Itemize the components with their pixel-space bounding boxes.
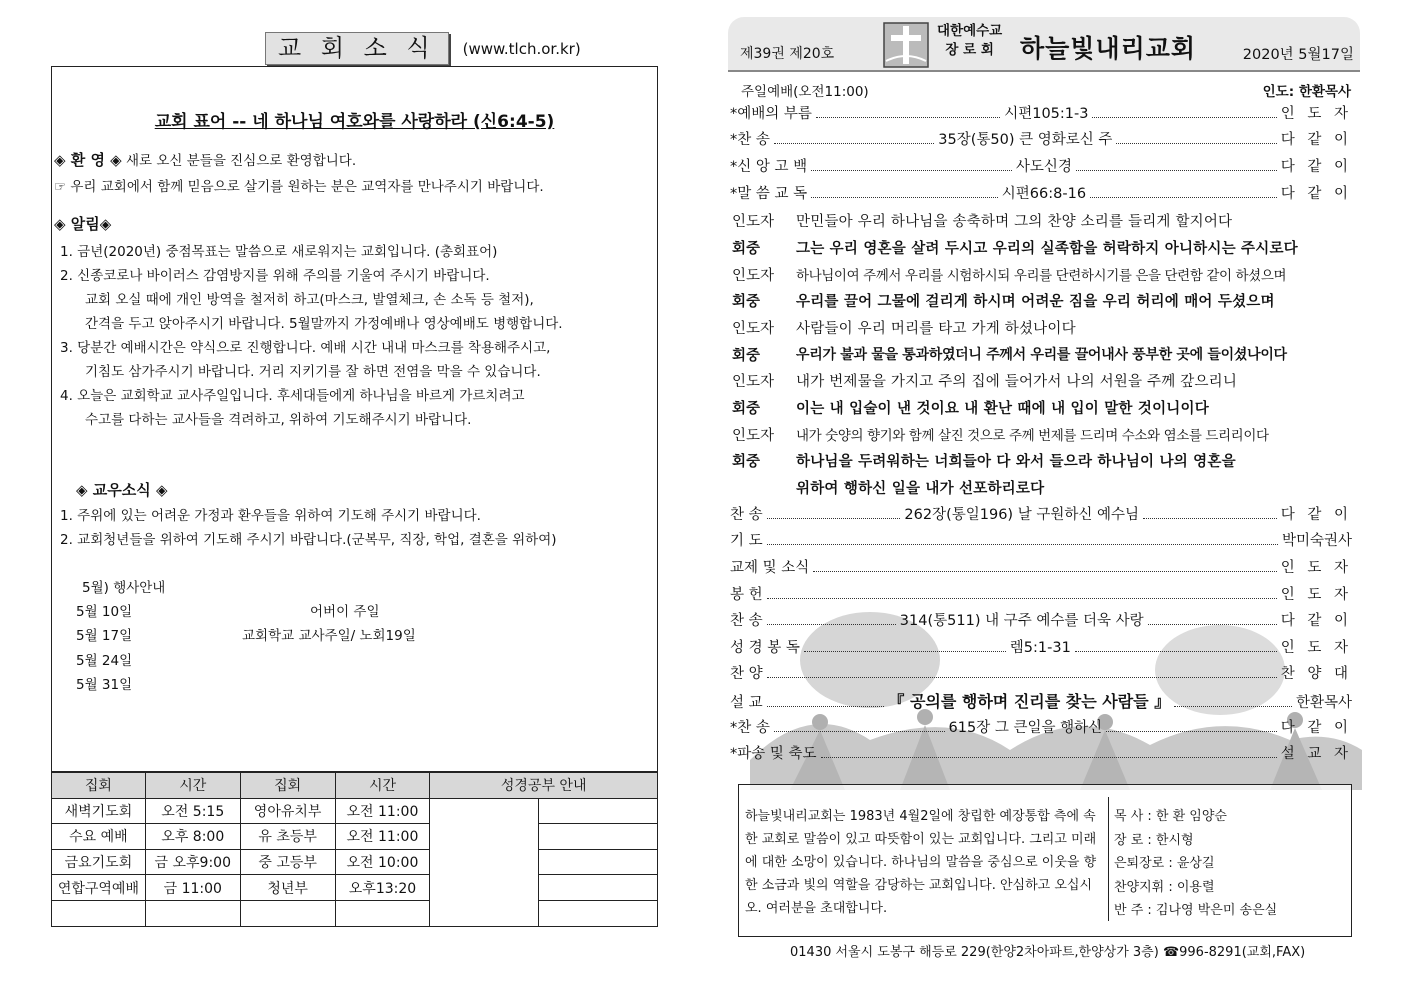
order-content: 시편66:8-16 xyxy=(1001,186,1087,202)
order-item xyxy=(730,609,1352,633)
order-person: 인 도 자 xyxy=(1280,560,1352,576)
table-cell: 금 11:00 xyxy=(145,875,240,901)
notice-4: 4. 오늘은 교회학교 교사주일입니다. 후세대들에게 하나님을 바르게 가르치려고 xyxy=(60,388,525,404)
reader-role: 회중 xyxy=(732,294,761,310)
order-person: 다 같 이 xyxy=(1280,186,1352,202)
col-header: 집회 xyxy=(52,773,146,799)
table-cell: 영아유치부 xyxy=(240,798,335,824)
order-person: 한환목사 xyxy=(1295,695,1352,711)
order-item xyxy=(730,503,1352,527)
event-name: 어버이 주일 xyxy=(310,604,380,620)
order-item xyxy=(730,182,1352,206)
leader-dots xyxy=(813,561,1276,572)
leader-dots xyxy=(811,187,998,198)
notice-4b: 수고를 다하는 교사들을 격려하고, 위하여 기도해주시기 바랍니다. xyxy=(85,412,472,428)
order-person: 인 도 자 xyxy=(1280,640,1353,656)
left-header xyxy=(265,32,581,65)
table-cell: 오전 11:00 xyxy=(335,798,430,824)
bible-study-cell xyxy=(430,798,539,926)
responsive-line-leader xyxy=(732,264,1286,285)
order-person: 다 같 이 xyxy=(1280,132,1353,148)
reading-text: 하나님을 두려워하는 너희들아 다 와서 들으라 하나님이 나의 영혼을 xyxy=(796,454,1236,470)
table-cell: 오전 11:00 xyxy=(335,824,430,850)
responsive-line-congregation xyxy=(732,477,1044,498)
reading-text: 우리가 불과 물을 통과하였더니 주께서 우리를 끌어내사 풍부한 곳에 들이셨나이다 xyxy=(796,347,1287,363)
church-url[interactable]: (www.tlch.or.kr) xyxy=(462,39,581,58)
staff-item: 장 로 : 한시형 xyxy=(1114,832,1194,848)
leader-dots xyxy=(821,747,1277,758)
member-news-1: 1. 주위에 있는 어려운 가정과 환우들을 위하여 기도해 주시기 바랍니다. xyxy=(60,508,481,524)
leader-dots xyxy=(1174,696,1292,707)
bulletin-header xyxy=(728,17,1360,72)
bulletin-date: 2020년 5월17일 xyxy=(1242,47,1354,63)
member-news-2: 2. 교회청년들을 위하여 기도해 주시기 바랍니다.(군복무, 직장, 학업, 결혼을 위하여) xyxy=(60,532,557,548)
order-content: 사도신경 xyxy=(1015,159,1072,175)
leader-dots xyxy=(774,133,934,144)
leader-dots xyxy=(816,107,1000,118)
order-item xyxy=(730,716,1352,740)
leader-dots xyxy=(811,160,1012,171)
church-news-box xyxy=(51,66,658,772)
table-cell: 오후 8:00 xyxy=(145,824,240,850)
reading-text: 그는 우리 영혼을 살려 두시고 우리의 실족함을 허락하지 아니하시는 주시로다 xyxy=(796,241,1298,257)
responsive-line-congregation xyxy=(732,290,1275,311)
staff-item: 찬양지휘 : 이용렬 xyxy=(1114,879,1215,895)
order-content: 렘5:1-31 xyxy=(1009,640,1071,656)
sermon-title: 『 공의를 행하며 진리를 찾는 사람들 』 xyxy=(888,692,1171,711)
leader-dots xyxy=(1116,133,1276,144)
events-heading: 5월) 행사안내 xyxy=(82,580,166,596)
cross-logo-icon xyxy=(882,21,930,69)
col-header: 시간 xyxy=(335,773,430,799)
order-label: 찬 양 xyxy=(730,666,763,682)
responsive-line-congregation xyxy=(732,450,1236,471)
bible-study-cell xyxy=(539,875,658,901)
leader-dots xyxy=(1106,721,1277,732)
order-label: *찬 송 xyxy=(730,132,770,148)
leader-dots xyxy=(767,696,885,707)
welcome-line-2: ☞ 우리 교회에서 함께 믿음으로 살기를 원하는 분은 교역자를 만나주시기 바랍니다. xyxy=(54,179,544,195)
order-person: 다 같 이 xyxy=(1280,159,1353,175)
leader-dots xyxy=(1090,187,1277,198)
church-motto: 교회 표어 -- 네 하나님 여호와를 사랑하라 (신6:4-5) xyxy=(154,112,555,132)
reader-role: 회중 xyxy=(732,241,761,257)
leader-dots xyxy=(1075,641,1277,652)
church-name: 하늘빛내리교회 xyxy=(1020,34,1197,63)
table-cell xyxy=(145,900,240,926)
reading-text: 우리를 끌어 그물에 걸리게 하시며 어려운 짐을 우리 허리에 매어 두셨으며 xyxy=(796,294,1275,310)
order-person: 다 같 이 xyxy=(1280,720,1352,736)
responsive-line-congregation xyxy=(732,397,1209,418)
leader-dots xyxy=(774,721,945,732)
leader-dots xyxy=(767,667,1277,678)
meeting-schedule-table xyxy=(51,772,658,927)
responsive-line-leader xyxy=(732,210,1232,231)
order-content: 시편105:1-3 xyxy=(1004,106,1089,122)
reader-role xyxy=(732,477,796,498)
staff-item: 반 주 : 김나영 박은미 송은실 xyxy=(1114,903,1278,918)
reader-role: 인도자 xyxy=(732,428,775,444)
leader-dots xyxy=(1148,614,1277,625)
table-cell: 청년부 xyxy=(240,875,335,901)
reader-role: 인도자 xyxy=(732,268,775,284)
order-label: *신 앙 고 백 xyxy=(730,159,808,175)
leader-dots xyxy=(767,588,1277,599)
col-header: 성경공부 안내 xyxy=(430,773,658,799)
reading-text: 만민들아 우리 하나님을 송축하며 그의 찬양 소리를 들리게 할지어다 xyxy=(796,214,1233,230)
table-cell xyxy=(240,900,335,926)
table-cell: 중 고등부 xyxy=(240,849,335,875)
responsive-line-leader xyxy=(732,370,1237,391)
bible-study-cell xyxy=(539,824,658,850)
table-cell: 새벽기도회 xyxy=(52,798,146,824)
order-person: 찬 양 대 xyxy=(1280,666,1352,682)
notice-3: 3. 당분간 예배시간은 약식으로 진행합니다. 예배 시간 내내 마스크를 착용해주시고, xyxy=(60,340,551,356)
notice-2: 2. 신종코로나 바이러스 감염방지를 위해 주의를 기울여 주시기 바랍니다. xyxy=(60,268,490,284)
order-person: 인 도 자 xyxy=(1280,106,1353,122)
order-label: 교제 및 소식 xyxy=(730,560,810,576)
table-cell: 연합구역예배 xyxy=(52,875,146,901)
reader-role: 인도자 xyxy=(732,374,775,390)
order-label: *찬 송 xyxy=(730,720,770,736)
leader-dots xyxy=(767,508,901,519)
order-item xyxy=(730,128,1352,152)
church-news-title: 교 회 소 식 xyxy=(265,32,449,65)
table-cell: 오후13:20 xyxy=(335,875,430,901)
responsive-line-leader xyxy=(732,317,1076,338)
church-info-box xyxy=(738,784,1352,937)
table-row xyxy=(52,849,658,875)
responsive-line-congregation xyxy=(732,344,1287,365)
order-item xyxy=(730,155,1352,179)
worship-leader: 인도: 한환목사 xyxy=(1262,84,1351,100)
table-row xyxy=(52,824,658,850)
church-about-text: 하늘빛내리교회는 1983년 4월2일에 창립한 예장통합 측에 속한 교회로 말씀이 있고 따뜻함이 있는 교회입니다. 그리고 미래에 대한 소망이 있습니다. 하나님의 말씀을 중심으로 이웃을 향한 소금과 빛의 역할을 감당하는 교회입니다. 안심하고 오십시오. 여러분을 초대합니다. xyxy=(745,809,1097,916)
order-label: *파송 및 축도 xyxy=(730,746,817,762)
order-content: 35장(통50) 큰 영화로신 주 xyxy=(938,132,1113,148)
order-item xyxy=(730,636,1352,660)
order-item xyxy=(730,662,1352,686)
staff-list xyxy=(1114,805,1277,923)
table-row xyxy=(52,900,658,926)
order-label: *말 씀 교 독 xyxy=(730,186,808,202)
event-date: 5월 31일 xyxy=(76,677,133,693)
order-person: 다 같 이 xyxy=(1280,507,1353,523)
reader-role: 인도자 xyxy=(732,214,775,230)
welcome-heading: ◈ 환 영 ◈ xyxy=(54,151,122,169)
order-item xyxy=(730,689,1352,713)
col-header: 집회 xyxy=(240,773,335,799)
table-cell: 금요기도회 xyxy=(52,849,146,875)
leader-dots xyxy=(1092,107,1276,118)
order-item xyxy=(730,102,1352,126)
table-cell xyxy=(335,900,430,926)
denomination xyxy=(937,22,1002,60)
denomination-line: 장 로 회 xyxy=(945,42,994,58)
order-label: 성 경 봉 독 xyxy=(730,640,800,656)
order-content: 615장 그 큰일을 행하신 xyxy=(948,720,1103,736)
divider xyxy=(1108,797,1109,921)
table-cell: 금 오후9:00 xyxy=(145,849,240,875)
table-cell: 오전 5:15 xyxy=(145,798,240,824)
order-label: 기 도 xyxy=(730,533,763,549)
bible-study-cell xyxy=(539,798,658,824)
denomination-line: 대한예수교 xyxy=(937,23,1003,39)
reading-text: 하나님이여 주께서 우리를 시험하시되 우리를 단련하시기를 은을 단련함 같이 하셨으며 xyxy=(796,268,1287,284)
worship-title: 주일예배(오전11:00) xyxy=(741,84,869,100)
leader-dots xyxy=(1076,160,1277,171)
order-label: 설 교 xyxy=(730,695,763,711)
table-cell xyxy=(52,900,146,926)
staff-item: 목 사 : 한 환 임양순 xyxy=(1114,809,1227,824)
reading-text: 내가 번제물을 가지고 주의 집에 들어가서 나의 서원을 주께 갚으리니 xyxy=(796,374,1238,390)
reader-role: 회중 xyxy=(732,454,761,470)
order-label: 찬 송 xyxy=(730,507,763,523)
reading-text: 이는 내 입술이 낸 것이요 내 환난 때에 내 입이 말한 것이니이다 xyxy=(796,401,1209,417)
welcome-line xyxy=(54,149,356,170)
order-label: 봉 헌 xyxy=(730,587,763,603)
order-item xyxy=(730,529,1352,553)
notice-heading: ◈ 알림◈ xyxy=(54,215,112,233)
order-person: 설 교 자 xyxy=(1280,746,1352,762)
event-name: 교회학교 교사주일/ 노회19일 xyxy=(242,628,416,644)
reader-role: 인도자 xyxy=(732,321,775,337)
leader-dots xyxy=(767,614,896,625)
responsive-line-congregation xyxy=(732,237,1298,258)
notice-1: 1. 금년(2020년) 중점목표는 말씀으로 새로워지는 교회입니다. (총회표어) xyxy=(60,244,498,260)
church-address: 01430 서울시 도봉구 해등로 229(한양2차아파트,한양상가 3층) ☎996-8291(교회,FAX) xyxy=(790,945,1306,960)
reading-text: 위하여 행하신 일을 내가 선포하리로다 xyxy=(796,481,1045,497)
table-row xyxy=(52,875,658,901)
leader-dots xyxy=(767,534,1278,545)
event-date: 5월 17일 xyxy=(76,628,133,644)
table-row xyxy=(52,798,658,824)
reader-role: 회중 xyxy=(732,401,761,417)
order-label: 찬 송 xyxy=(730,613,763,629)
reading-text: 사람들이 우리 머리를 타고 가게 하셨나이다 xyxy=(796,321,1076,337)
welcome-text: 새로 오신 분들을 진심으로 환영합니다. xyxy=(121,153,357,169)
order-item xyxy=(730,742,1352,766)
bible-study-cell xyxy=(539,900,658,926)
reading-text: 내가 숫양의 향기와 함께 살진 것으로 주께 번제를 드리며 수소와 염소를 드리리이다 xyxy=(796,428,1269,444)
responsive-line-leader xyxy=(732,424,1269,445)
staff-item: 은퇴장로 : 윤상길 xyxy=(1114,856,1215,871)
notice-3b: 기침도 삼가주시기 바랍니다. 거리 지키기를 잘 하면 전염을 막을 수 있습니다. xyxy=(85,364,541,380)
col-header: 시간 xyxy=(145,773,240,799)
leader-dots xyxy=(1143,508,1277,519)
table-cell: 오전 10:00 xyxy=(335,849,430,875)
members-heading: ◈ 교우소식 ◈ xyxy=(76,481,168,499)
table-cell: 유 초등부 xyxy=(240,824,335,850)
leader-dots xyxy=(804,641,1006,652)
order-person: 다 같 이 xyxy=(1280,613,1353,629)
event-date: 5월 24일 xyxy=(76,653,133,669)
volume-number: 제39권 제20호 xyxy=(740,46,835,62)
notice-2c: 간격을 두고 앉아주시기 바랍니다. 5월말까지 가정예배나 영상예배도 병행합니다. xyxy=(85,316,563,332)
table-header-row xyxy=(52,773,658,799)
order-item xyxy=(730,556,1352,580)
order-content: 314(통511) 내 구주 예수를 더욱 사랑 xyxy=(899,613,1144,629)
event-date: 5월 10일 xyxy=(76,604,133,620)
notice-2b: 교회 오실 때에 개인 방역을 철저히 하고(마스크, 발열체크, 손 소독 등 철저), xyxy=(85,292,534,308)
order-person: 인 도 자 xyxy=(1280,587,1352,603)
order-item xyxy=(730,583,1352,607)
table-cell: 수요 예배 xyxy=(52,824,146,850)
order-content: 262장(통일196) 날 구원하신 예수님 xyxy=(904,507,1139,523)
order-label: *예배의 부름 xyxy=(730,106,812,122)
reader-role: 회중 xyxy=(732,348,761,364)
bible-study-cell xyxy=(539,849,658,875)
order-person: 박미숙권사 xyxy=(1281,533,1352,549)
